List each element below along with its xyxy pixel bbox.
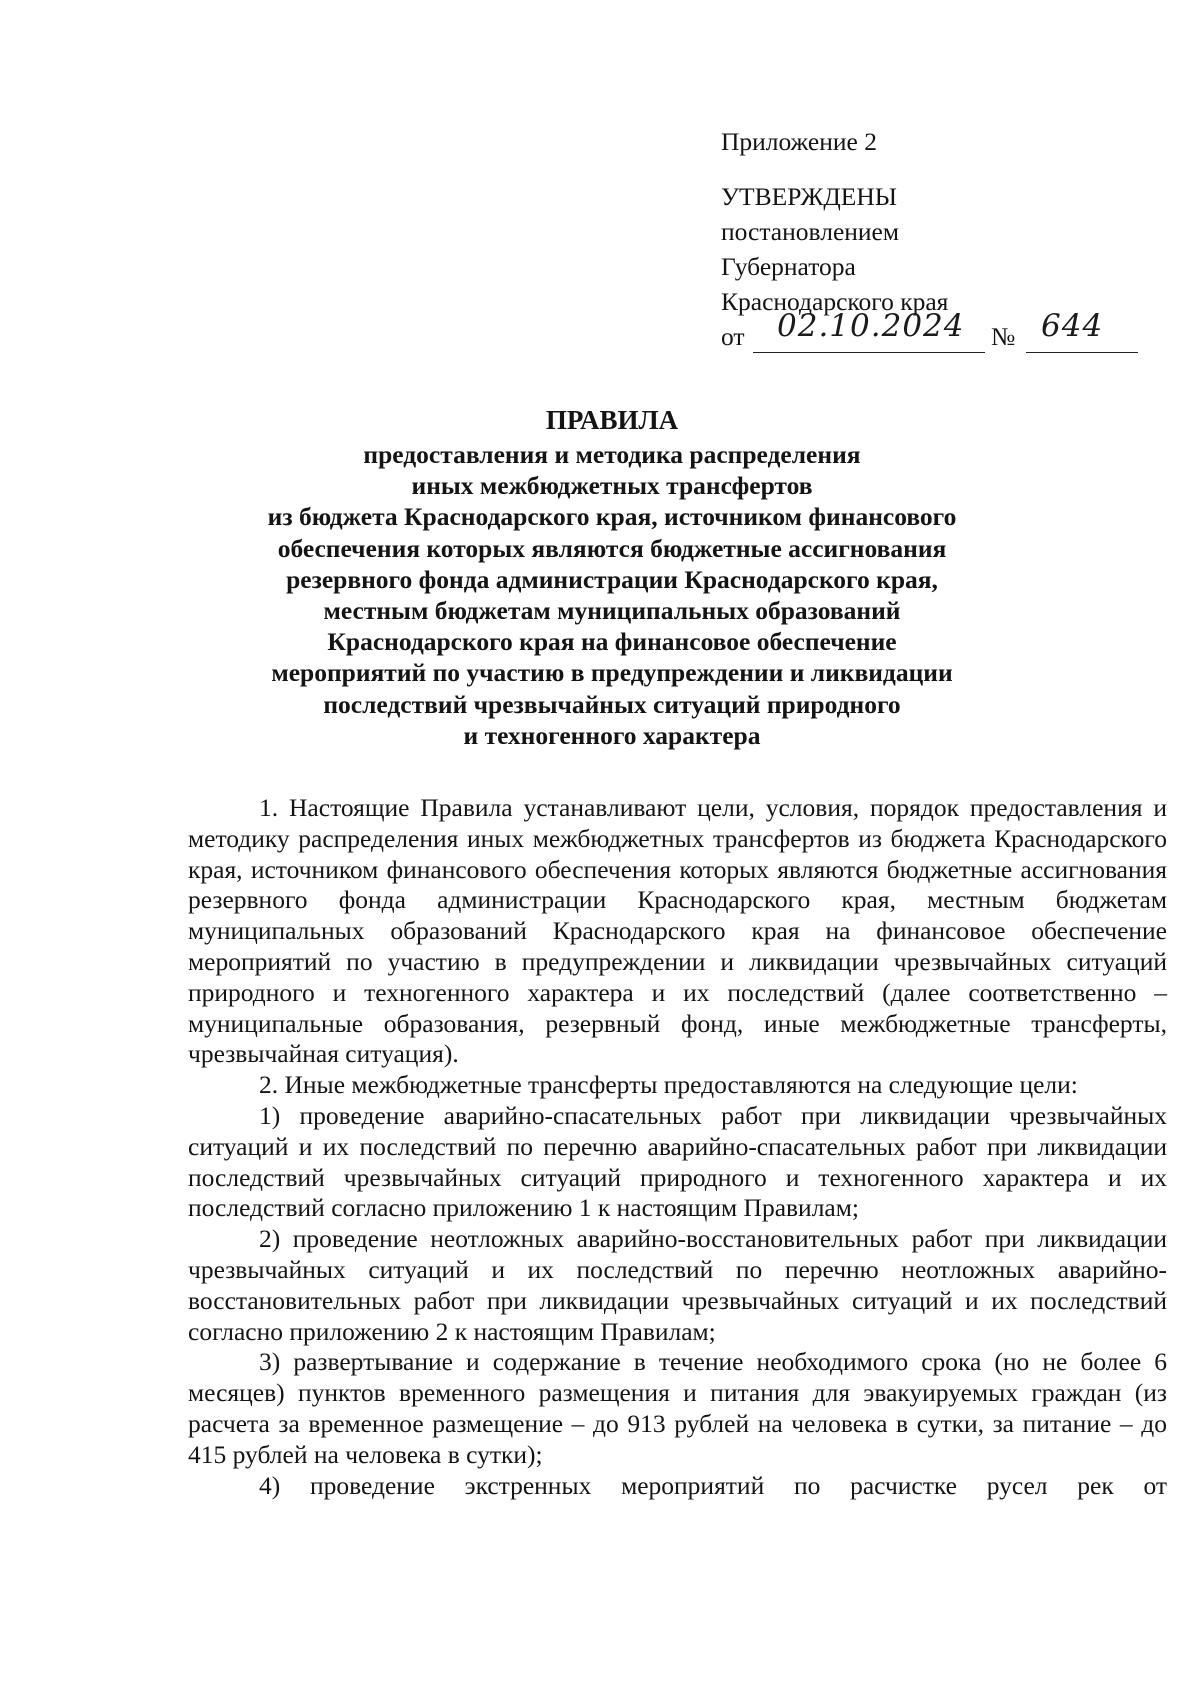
- title-line: резервного фонда администрации Краснодарского края,: [286, 564, 938, 594]
- title-line: иных межбюджетных трансфертов: [411, 471, 813, 501]
- title-line: из бюджета Краснодарского края, источником финансового: [267, 502, 957, 532]
- date-prefix: от: [721, 322, 745, 351]
- title-line: Краснодарского края на финансовое обеспечение: [327, 627, 897, 657]
- approval-line-3: Краснодарского края: [721, 287, 949, 316]
- list-item-1: 1) проведение аварийно-спасательных работ при ликвидации чрезвычайных ситуаций и их последствий по перечню аварийно-спасательных работ при ликвидации последствий чрезвычайных ситуаций природного и техногенного характера и их последствий согласно приложению 1 к настоящим Правилам;: [188, 1100, 1167, 1223]
- handwritten-date: 02.10.2024: [777, 308, 965, 344]
- approval-line-1: постановлением: [721, 217, 900, 246]
- list-item-2: 2) проведение неотложных аварийно-восстановительных работ при ликвидации чрезвычайных ситуаций и их последствий по перечню неотложных аварийно-восстановительных работ при ликвидации чрезвычайных ситуаций и их последствий согласно приложению 2 к настоящим Правилам;: [188, 1224, 1167, 1346]
- title-line: обеспечения которых являются бюджетные ассигнования: [277, 533, 947, 563]
- title-line: предоставления и методика распределения: [363, 440, 861, 469]
- document-body: [188, 793, 1167, 1501]
- title-main: ПРАВИЛА: [545, 405, 679, 435]
- number-prefix: №: [991, 322, 1016, 351]
- number-underline: [1026, 352, 1138, 353]
- appendix-label: Приложение 2: [721, 127, 877, 156]
- paragraph-1: 1. Настоящие Правила устанавливают цели, условия, порядок предоставления и методику распределения иных межбюджетных трансфертов из бюджета Краснодарского края, источником финансового обеспечения которых являются бюджетные ассигнования резервного фонда администрации Краснодарского края, местным бюджетам муниципальных образований Краснодарского края на финансовое обеспечение мероприятий по участию в предупреждении и ликвидации чрезвычайных ситуаций природного и техногенного характера и их последствий (далее соответственно – муниципальные образования, резервный фонд, иные межбюджетные трансферты, чрезвычайная ситуация).: [188, 793, 1167, 1069]
- date-number-row: [721, 308, 1141, 359]
- title-line: последствий чрезвычайных ситуаций природного: [323, 689, 901, 719]
- date-underline: [753, 352, 985, 353]
- list-item-3: 3) развертывание и содержание в течение необходимого срока (но не более 6 месяцев) пунктов временного размещения и питания для эвакуируемых граждан (из расчета за временное размещение – до 913 рублей на человека в сутки, за питание – до 415 рублей на человека в сутки);: [188, 1347, 1167, 1469]
- approved-heading: УТВЕРЖДЕНЫ: [721, 182, 897, 211]
- handwritten-number: 644: [1041, 308, 1104, 344]
- approval-line-2: Губернатора: [721, 252, 856, 281]
- list-item-4: 4) проведение экстренных мероприятий по расчистке русел рек от: [259, 1470, 1167, 1500]
- title-line: мероприятий по участию в предупреждении и ликвидации: [271, 658, 953, 688]
- title-line: и техногенного характера: [463, 720, 761, 750]
- paragraph-2: 2. Иные межбюджетные трансферты предоставляются на следующие цели:: [259, 1070, 1078, 1100]
- title-line: местным бюджетам муниципальных образований: [323, 596, 901, 626]
- document-title: [180, 403, 1044, 751]
- approval-block: [721, 124, 1141, 359]
